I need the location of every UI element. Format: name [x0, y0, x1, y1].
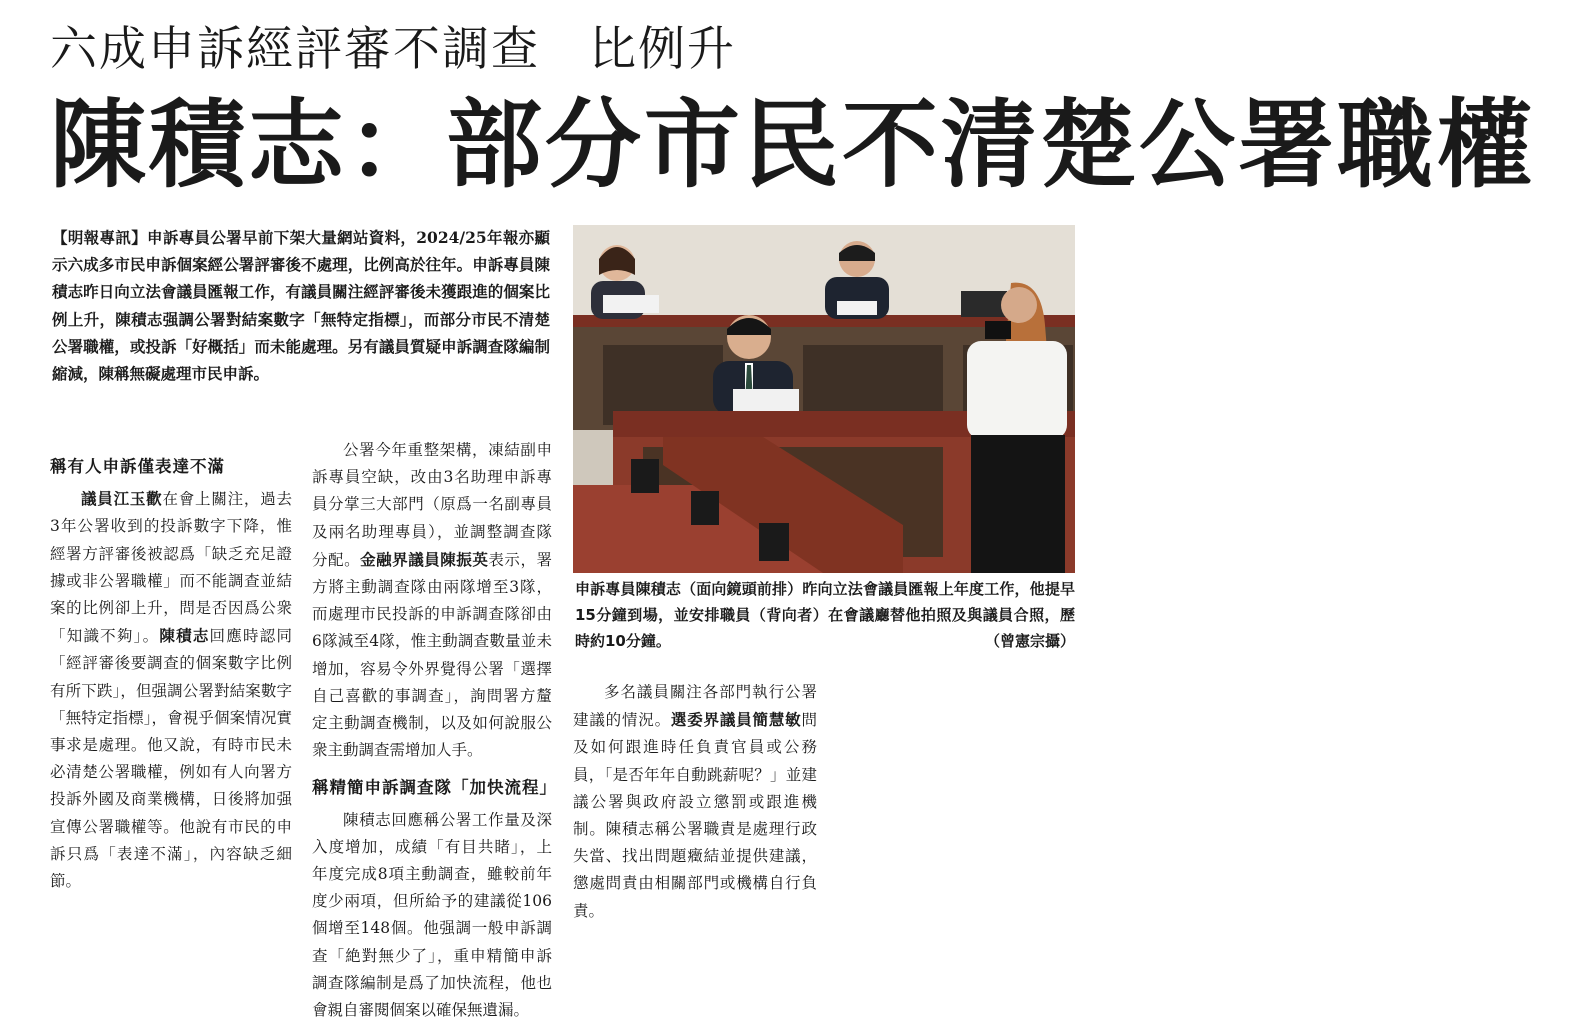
photo-caption — [575, 576, 1075, 654]
article-column-2 — [312, 437, 557, 1024]
lead-paragraph: 【明報專訊】申訴專員公署早前下架大量網站資料，2024/25年報亦顯示六成多市民申訴個案經公署評審後不處理，比例高於往年。申訴專員陳積志昨日向立法會議員匯報工作，有議員關注經評審後未獲跟進的個案比例上升，陳積志强調公署對結案數字「無特定指標」，而部分市民不清楚公署職權，或投訴「好概括」而未能處理。另有議員質疑申訴調查隊編制縮減，陳稱無礙處理市民申訴。 — [52, 228, 550, 384]
news-photo — [573, 225, 1075, 573]
section-heading-2: 稱精簡申訴調查隊「加快流程」 — [312, 778, 557, 798]
article-column-1 — [50, 453, 292, 895]
speaker-name: 金融界議員陳振英 — [360, 549, 489, 569]
meeting-photo-illustration — [573, 225, 1075, 573]
paragraph-text: 多名議員關注各部門執行公署建議的情況。 — [573, 683, 817, 730]
paragraph — [573, 679, 817, 925]
section-heading-1: 稱有人申訴僅表達不滿 — [50, 457, 225, 476]
caption-text: 申訴專員陳積志（面向鏡頭前排）昨向立法會議員匯報上年度工作，他提早15分鐘到場，並安排職員（背向者）在會議廳替他拍照及與議員合照，歷時約10分鐘。 — [575, 580, 1075, 650]
article-column-3 — [573, 679, 817, 925]
speaker-name: 選委界議員簡慧敏 — [670, 710, 802, 730]
paragraph-text: 問及如何跟進時任負責官員或公務員，「是否年年自動跳薪呢？」並建議公署與政府設立懲罰或跟進機制。陳積志稱公署職責是處理行政失當、找出問題癥結並提供建議，懲處問責由相關部門或機構自行負責。 — [573, 711, 817, 920]
paragraph-text: 表示，署方將主動調查隊由兩隊增至3隊，而處理市民投訴的申訴調查隊卻由6隊減至4隊，惟主動調查數量並未增加，容易令外界覺得公署「選擇自己喜歡的事調查」，詢問署方釐定主動調查機制，以及如何說服公衆主動調查需增加人手。 — [312, 550, 552, 760]
paragraph — [50, 485, 292, 895]
paragraph — [312, 437, 552, 764]
paragraph-text: 公署今年重整架構，凍結副申訴專員空缺，改由3名助理申訴專員分掌三大部門（原爲一名副專員及兩名助理專員），並調整調查隊分配。 — [312, 441, 552, 569]
article-headline: 陳積志：部分市民不清楚公署職權 — [50, 88, 1535, 201]
photo-credit: （曾憲宗攝） — [984, 632, 1075, 650]
paragraph-text: 在會上關注，過去3年公署收到的投訴數字下降，惟經署方評審後被認爲「缺乏充足證據或非公署職權」而不能調查並結案的比例卻上升，問是否因爲公衆「知識不夠」。 — [50, 490, 292, 646]
paragraph: 陳積志回應稱公署工作量及深入度增加，成績「有目共睹」，上年度完成8項主動調查，雖較前年度少兩項，但所給予的建議從106個增至148個。他强調一般申訴調查「絶對無少了」，重申精簡申訴調查隊編制是爲了加快流程，他也會親自審閱個案以確保無遺漏。 — [312, 810, 552, 1020]
article-lead — [52, 224, 550, 387]
speaker-name: 議員江玉歡 — [81, 489, 163, 509]
article-kicker: 六成申訴經評審不調查 比例升 — [50, 22, 736, 77]
paragraph-text: 回應時認同「經評審後要調查的個案數字比例有所下跌」，但强調公署對結案數字「無特定指標」，會視乎個案情况實事求是處理。他又說，有時市民未必清楚公署職權，例如有人向署方投訴外國及商業機構，日後將加强宣傳公署職權等。他說有市民的申訴只爲「表達不滿」，內容缺乏細節。 — [50, 627, 292, 891]
speaker-name: 陳積志 — [159, 626, 210, 646]
